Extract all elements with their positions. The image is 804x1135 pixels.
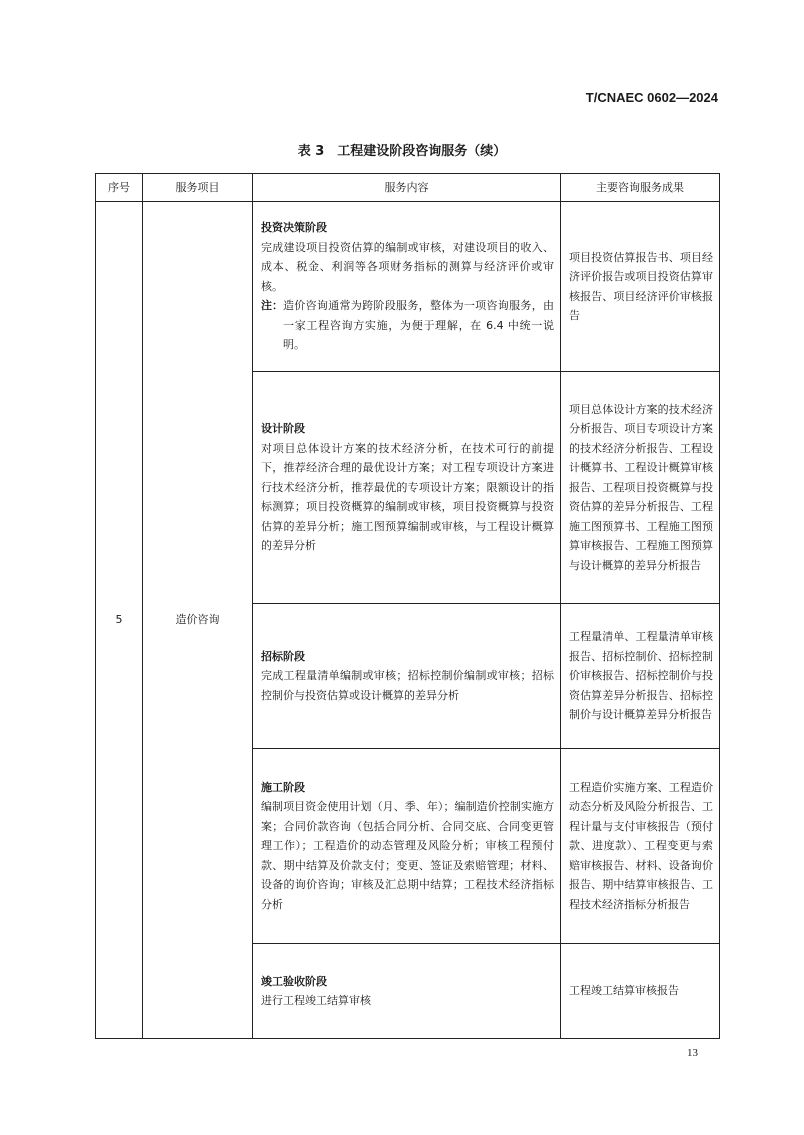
stage-content: 进行工程竣工结算审核 bbox=[261, 994, 371, 1007]
page-number: 13 bbox=[687, 1047, 698, 1059]
consulting-services-table bbox=[95, 173, 720, 1039]
stage-content: 完成工程量清单编制或审核；招标控制价编制或审核；招标控制价与投资估算或设计概算的差异分析 bbox=[261, 669, 554, 702]
stage-content: 完成建设项目投资估算的编制或审核，对建设项目的收入、成本、税金、利润等各项财务指标的测算与经济评价或审核。 bbox=[261, 240, 554, 293]
stage-result-cell: 项目投资估算报告书、项目经济评价报告或项目投资估算审核报告、项目经济评价审核报告 bbox=[561, 202, 720, 372]
note-label: 注： bbox=[261, 299, 283, 313]
stage-content: 编制项目资金使用计划（月、季、年）；编制造价控制实施方案；合同价款咨询（包括合同分析、合同交底、合同变更管理工作）；工程造价的动态管理及风险分析；审核工程预付款、期中结算及价款支付；变更、签证及索赔管理；材料、设备的询价咨询；审核及汇总期中结算；工程技术经济指标分析 bbox=[261, 800, 554, 911]
stage-title: 投资决策阶段 bbox=[261, 221, 327, 235]
stage-content-cell bbox=[253, 372, 561, 604]
table-row bbox=[96, 202, 720, 372]
stage-result-cell: 项目总体设计方案的技术经济分析报告、项目专项设计方案的技术经济分析报告、工程设计概算书、工程设计概算审核报告、工程项目投资概算与投资估算的差异分析报告、工程施工图预算书、工程施工图预算审核报告、工程施工图预算与设计概算的差异分析报告 bbox=[561, 372, 720, 604]
stage-result-cell: 工程竣工结算审核报告 bbox=[561, 944, 720, 1039]
stage-title: 施工阶段 bbox=[261, 780, 305, 794]
stage-title: 招标阶段 bbox=[261, 649, 305, 663]
stage-title: 竣工验收阶段 bbox=[261, 974, 327, 988]
column-header-seq: 序号 bbox=[96, 174, 143, 202]
document-code: T/CNAEC 0602—2024 bbox=[585, 90, 718, 105]
note-text: 造价咨询通常为跨阶段服务，整体为一项咨询服务，由一家工程咨询方实施，为便于理解，在 6.4 中统一说明。 bbox=[283, 299, 554, 352]
column-header-item: 服务项目 bbox=[143, 174, 253, 202]
stage-content-cell bbox=[253, 202, 561, 372]
row-item-cell: 造价咨询 bbox=[143, 202, 253, 1039]
stage-title: 设计阶段 bbox=[261, 422, 305, 436]
column-header-content: 服务内容 bbox=[253, 174, 561, 202]
table-header-row bbox=[96, 174, 720, 202]
column-header-result: 主要咨询服务成果 bbox=[561, 174, 720, 202]
stage-content-cell bbox=[253, 749, 561, 944]
row-seq-cell: 5 bbox=[96, 202, 143, 1039]
stage-content: 对项目总体设计方案的技术经济分析，在技术可行的前提下，推荐经济合理的最优设计方案；对工程专项设计方案进行技术经济分析，推荐最优的专项设计方案；限额设计的指标测算；项目投资概算的编制或审核，项目投资概算与投资估算的差异分析；施工图预算编制或审核，与工程设计概算的差异分析 bbox=[261, 441, 554, 553]
stage-result-cell: 工程量清单、工程量清单审核报告、招标控制价、招标控制价审核报告、招标控制价与投资估算差异分析报告、招标控制价与设计概算差异分析报告 bbox=[561, 604, 720, 749]
stage-content-cell bbox=[253, 944, 561, 1039]
table-title: 表 3 工程建设阶段咨询服务（续） bbox=[297, 144, 507, 159]
stage-result-cell: 工程造价实施方案、工程造价动态分析及风险分析报告、工程计量与支付审核报告（预付款、进度款）、工程变更与索赔审核报告、材料、设备询价报告、期中结算审核报告、工程技术经济指标分析报告 bbox=[561, 749, 720, 944]
stage-note bbox=[261, 296, 554, 355]
stage-content-cell bbox=[253, 604, 561, 749]
